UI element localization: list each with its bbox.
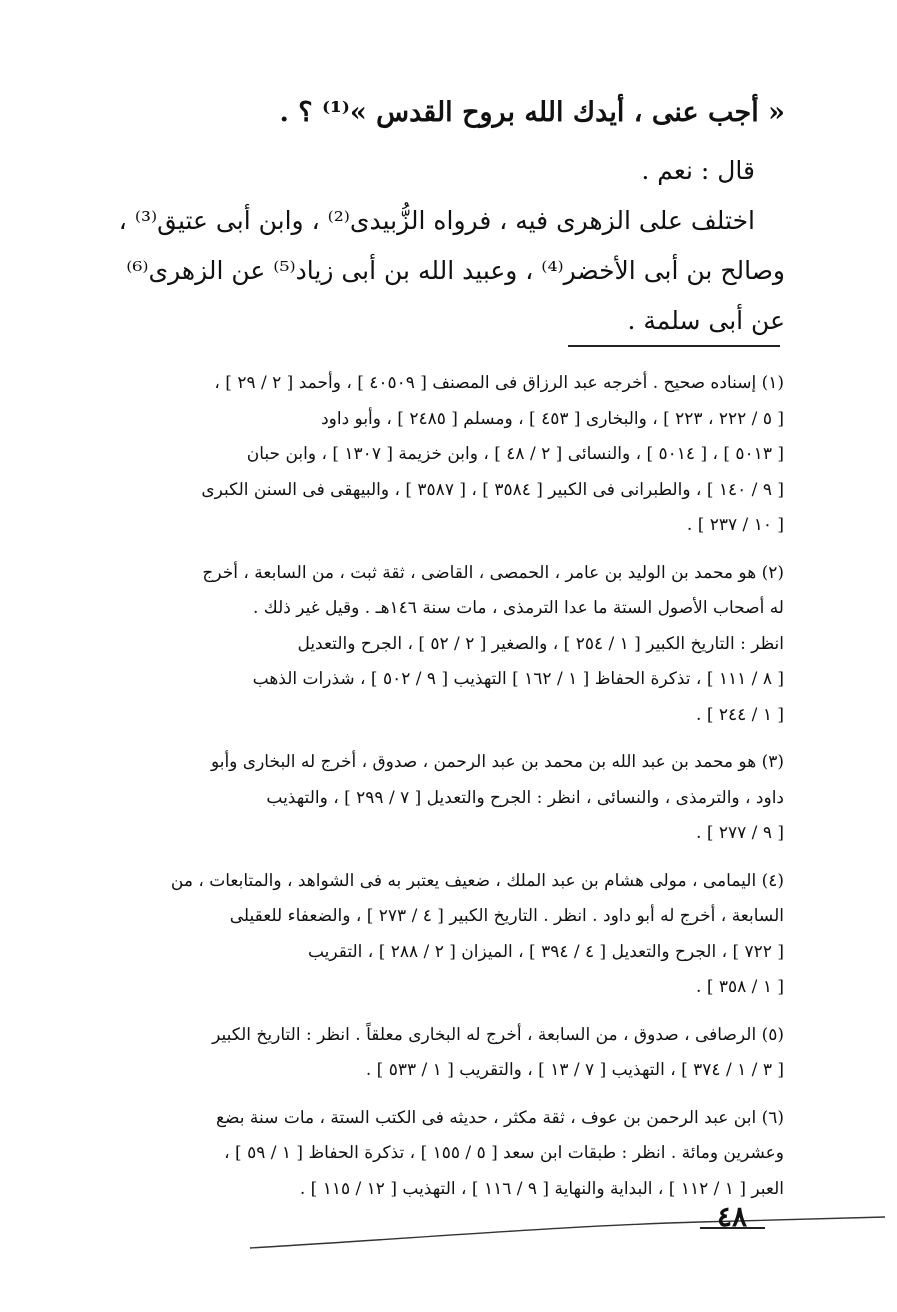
footnote-line: (٤) اليمامى ، مولى هشام بن عبد الملك ، ضعيف يعتبر به فى الشواهد ، والمتابعات ، من xyxy=(170,870,784,891)
footnote-line: السابعة ، أخرج له أبو داود . انظر . التاريخ الكبير [ ٤ / ٢٧٣ ] ، والضعفاء للعقيلى xyxy=(229,906,784,926)
said-line: قال : نعم . xyxy=(641,156,755,185)
footnote-line: [ ٣ / ١ / ٣٧٤ ] ، التهذيب [ ٧ / ١٣ ] ، والتقريب [ ١ / ٥٣٣ ] . xyxy=(365,1060,784,1080)
footnote-line: (٦) ابن عبد الرحمن بن عوف ، ثقة مكثر ، حديثه فى الكتب الستة ، مات سنة بضع xyxy=(216,1107,784,1128)
footnote-line: (١) إسناده صحيح . أخرجه عبد الرزاق فى المصنف [ ٤٠٥٠٩ ] ، وأحمد [ ٢ / ٢٩ ] ، xyxy=(214,373,784,393)
footnote-line: (٥) الرصافى ، صدوق ، من السابعة ، أخرج له البخارى معلقاً . انظر : التاريخ الكبير xyxy=(212,1024,784,1045)
footnote-line: (٢) هو محمد بن الوليد بن عامر ، الحمصى ، القاضى ، ثقة ثبت ، من السابعة ، أخرج xyxy=(202,562,784,583)
hadith-heading: « أجب عنى ، أيدك الله بروح القدس »⁽¹⁾ ؟ . xyxy=(279,97,785,128)
footnote-line: [ ١ / ٢٤٤ ] . xyxy=(696,704,784,725)
footnote-line: [ ١ / ٣٥٨ ] . xyxy=(696,977,784,997)
paragraph-line: عن أبى سلمة . xyxy=(627,306,785,335)
footnote-line: [ ٧٢٢ ] ، الجرح والتعديل [ ٤ / ٣٩٤ ] ، الميزان [ ٢ / ٢٨٨ ] ، التقريب xyxy=(307,941,784,962)
footnote-line: [ ٨ / ١١١ ] ، تذكرة الحفاظ [ ١ / ١٦٢ ] التهذيب [ ٩ / ٥٠٢ ] ، شذرات الذهب xyxy=(252,669,784,689)
paragraph-line: وصالح بن أبى الأخضر⁽⁴⁾ ، وعبيد الله بن أبى زياد⁽⁵⁾ عن الزهرى⁽⁶⁾ xyxy=(126,256,785,285)
page-number: ٤٨ xyxy=(716,1200,748,1233)
footnote-line: (٣) هو محمد بن عبد الله بن محمد بن عبد الرحمن ، صدوق ، أخرج له البخارى وأبو xyxy=(210,752,784,772)
paragraph-line: اختلف على الزهرى فيه ، فرواه الزُّبيدى⁽²⁾ ، وابن أبى عتيق⁽³⁾ ، xyxy=(118,206,755,235)
footnote-line: [ ٩ / ١٤٠ ] ، والطبرانى فى الكبير [ ٣٥٨٤ ] ، [ ٣٥٨٧ ] ، والبيهقى فى السنن الكبرى xyxy=(201,479,784,500)
footnote-line: [ ٩ / ٢٧٧ ] . xyxy=(696,823,784,843)
footnote-line: انظر : التاريخ الكبير [ ١ / ٢٥٤ ] ، والصغير [ ٢ / ٥٢ ] ، الجرح والتعديل xyxy=(297,633,784,654)
footnote-line: [ ١٠ / ٢٣٧ ] . xyxy=(686,515,784,535)
footnote-line: وعشرين ومائة . انظر : طبقات ابن سعد [ ٥ / ١٥٥ ] ، تذكرة الحفاظ [ ١ / ٥٩ ] ، xyxy=(224,1143,784,1163)
footnote-line: العبر [ ١ / ١١٢ ] ، البداية والنهاية [ ٩ / ١١٦ ] ، التهذيب [ ١٢ / ١١٥ ] . xyxy=(299,1178,784,1199)
footnote-line: داود ، والترمذى ، والنسائى ، انظر : الجرح والتعديل [ ٧ / ٢٩٩ ] ، والتهذيب xyxy=(266,787,784,808)
footnote-line: له أصحاب الأصول الستة ما عدا الترمذى ، مات سنة ١٤٦هـ . وقيل غير ذلك . xyxy=(252,598,784,618)
footnote-line: [ ٥٠١٣ ] ، [ ٥٠١٤ ] ، والنسائى [ ٢ / ٤٨ ] ، وابن خزيمة [ ١٣٠٧ ] ، وابن حبان xyxy=(246,444,784,464)
footnote-line: [ ٥ / ٢٢٢ ، ٢٢٣ ] ، والبخارى [ ٤٥٣ ] ، ومسلم [ ٢٤٨٥ ] ، وأبو داود xyxy=(321,408,784,429)
